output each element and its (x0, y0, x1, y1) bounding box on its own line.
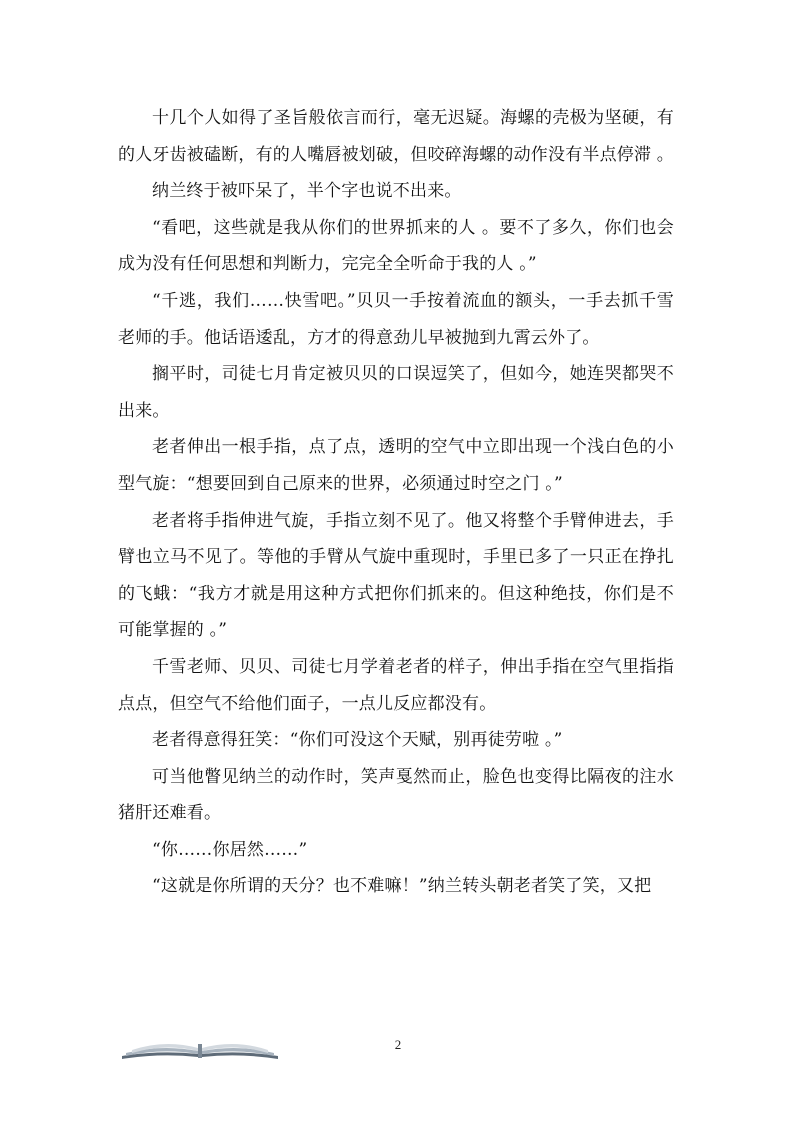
page-number: 2 (394, 1037, 402, 1052)
paragraph-6: 老者伸出一根手指，点了点，透明的空气中立即出现一个浅白色的小型气旋：“想要回到自己原来的世界，必须通过时空之门 。” (118, 437, 674, 494)
paragraph-12: “这就是你所谓的天分？也不难嘛！”纳兰转头朝老者笑了笑，又把 (152, 876, 652, 897)
paragraph-7: 老者将手指伸进气旋，手指立刻不见了。他又将整个手臂伸进去，手臂也立马不见了。等他的手臂从气旋中重现时，手里已多了一只正在挣扎的飞蛾：“我方才就是用这种方式把你们抓来的。但这种绝技，你们是不可能掌握的 。” (118, 510, 674, 641)
paragraph-3: “看吧，这些就是我从你们的世界抓来的人 。要不了多久，你们也会成为没有任何思想和判断力，完完全全听命于我的人 。” (118, 217, 674, 275)
paragraph-2: 纳兰终于被吓呆了，半个字也说不出来。 (152, 181, 462, 202)
paragraph-10: 可当他瞥见纳兰的动作时，笑声戛然而止，脸色也变得比隔夜的注水猪肝还难看。 (118, 766, 674, 824)
paragraph-4: “千逃，我们……快雪吧。”贝贝一手按着流血的额头，一手去抓千雪老师的手。他话语逶乱，方才的得意劲儿早被抛到九霄云外了。 (118, 290, 674, 348)
paragraph-11: “你……你居然……” (152, 839, 308, 860)
paragraph-1: 十几个人如得了圣旨般依言而行，毫无迟疑。海螺的壳极为坚硬，有的人牙齿被磕断，有的人嘴唇被划破，但咬碎海螺的动作没有半点停滞 。 (118, 108, 675, 165)
paragraph-9: 老者得意得狂笑：“你们可没这个天赋，别再徒劳啦 。” (152, 730, 563, 751)
paragraph-5: 搁平时，司徒七月肯定被贝贝的口误逗笑了，但如今，她连哭都哭不出来。 (118, 364, 674, 421)
paragraph-8: 千雪老师、贝贝、司徒七月学着老者的样子，伸出手指在空气里指指点点，但空气不给他们面子，一点儿反应都没有。 (118, 656, 674, 714)
open-book-icon (120, 1030, 280, 1060)
body-text (118, 100, 674, 905)
